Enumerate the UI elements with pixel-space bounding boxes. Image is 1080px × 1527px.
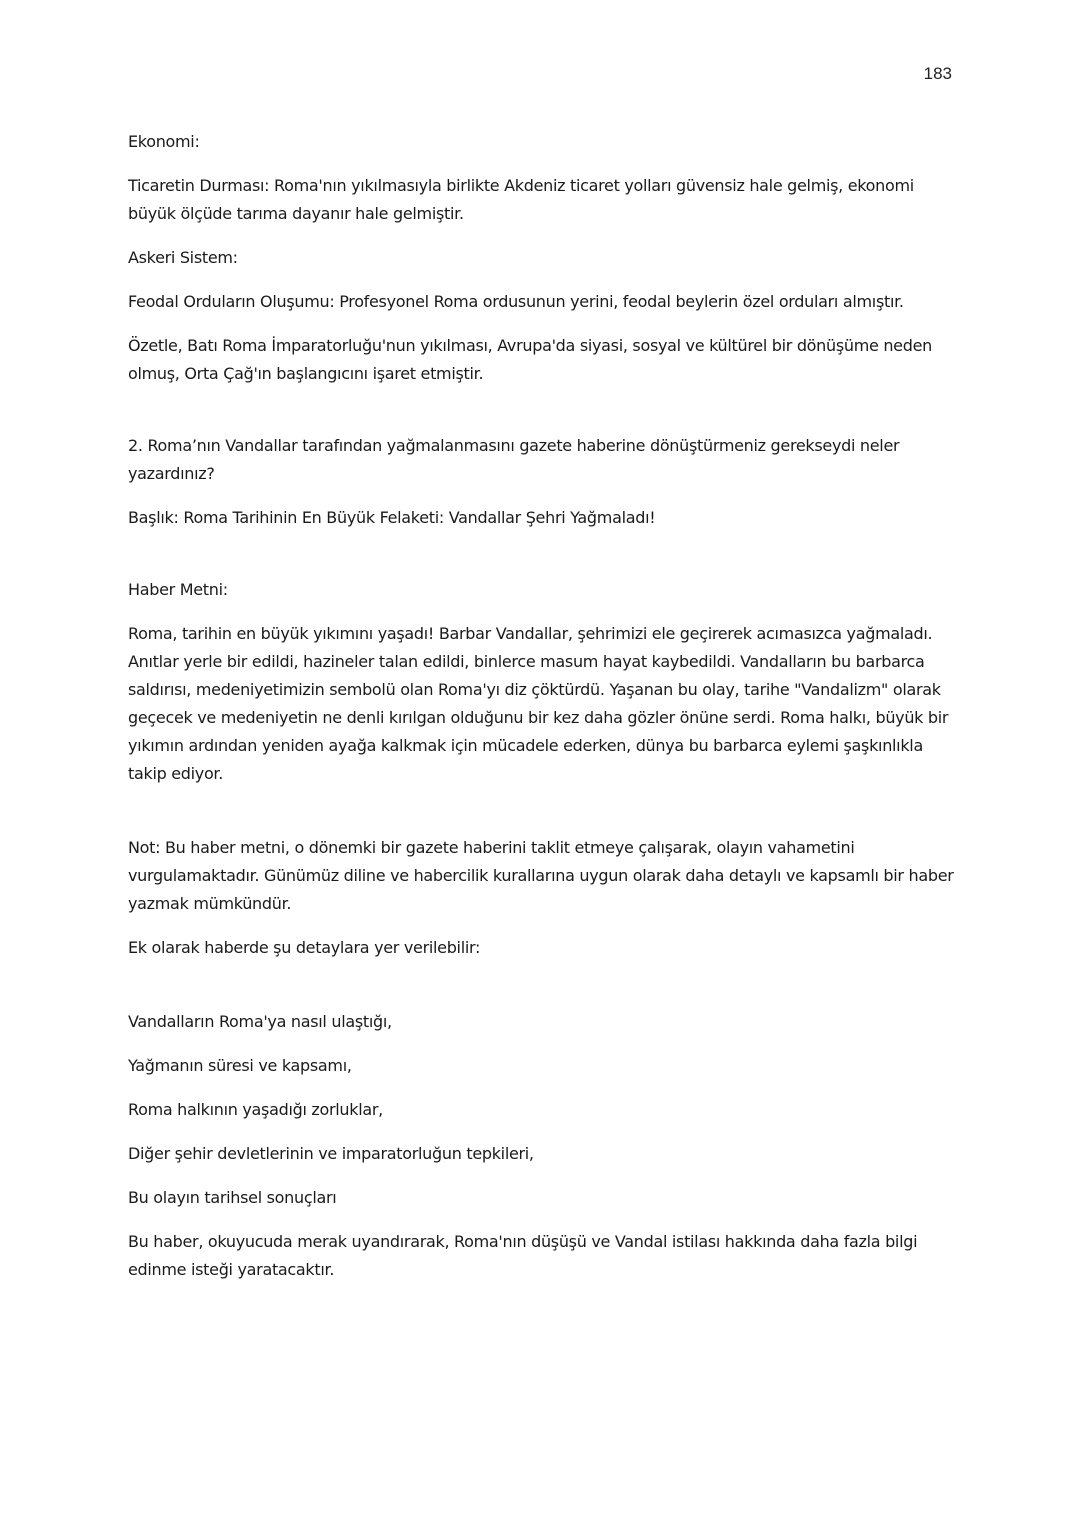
headline: Başlık: Roma Tarihinin En Büyük Felaketi: Vandallar Şehri Yağmaladı! xyxy=(128,508,656,527)
paragraph-news-text: Roma, tarihin en büyük yıkımını yaşadı! Barbar Vandallar, şehrimizi ele geçirerek acımasızca yağmaladı. Anıtlar yerle bir edildi, hazineler talan edildi, binlerce masum hayat kaybedildi. Vandalların bu barbarca saldırısı, medeniyetimizin sembolü olan Roma'yı diz çöktürdü. Yaşanan bu olay, tarihe "Vandalizm" olarak geçecek ve medeniyetin ne denli kırılgan olduğunu bir kez daha gözler önüne serdi. Roma halkı, büyük bir yıkımın ardından yeniden ayağa kalkmak için mücadele ederken, dünya bu barbarca eylemi şaşkınlıkla takip ediyor. xyxy=(128,624,949,783)
section-heading-military: Askeri Sistem: xyxy=(128,248,238,267)
paragraph-note: Not: Bu haber metni, o dönemki bir gazete haberini taklit etmeye çalışarak, olayın vahametini vurgulamaktadır. Günümüz diline ve habercilik kurallarına uygun olarak daha detaylı ve kapsamlı bir haber yazmak mümkündür. xyxy=(128,838,954,913)
paragraph-trade-halt: Ticaretin Durması: Roma'nın yıkılmasıyla birlikte Akdeniz ticaret yolları güvensiz hale gelmiş, ekonomi büyük ölçüde tarıma dayanır hale gelmiştir. xyxy=(128,176,914,223)
question-2: 2. Roma’nın Vandallar tarafından yağmalanmasını gazete haberine dönüştürmeniz gerekseydi neler yazardınız? xyxy=(128,436,900,483)
list-item: Bu olayın tarihsel sonuçları xyxy=(128,1188,337,1207)
section-heading-news-text: Haber Metni: xyxy=(128,580,228,599)
section-heading-economy: Ekonomi: xyxy=(128,132,200,151)
list-item: Roma halkının yaşadığı zorluklar, xyxy=(128,1100,383,1119)
paragraph-summary: Özetle, Batı Roma İmparatorluğu'nun yıkılması, Avrupa'da siyasi, sosyal ve kültürel bir dönüşüme neden olmuş, Orta Çağ'ın başlangıcını işaret etmiştir. xyxy=(128,336,932,383)
page-number: 183 xyxy=(923,64,952,83)
paragraph-feudal-armies: Feodal Orduların Oluşumu: Profesyonel Roma ordusunun yerini, feodal beylerin özel orduları almıştır. xyxy=(128,292,904,311)
list-item: Vandalların Roma'ya nasıl ulaştığı, xyxy=(128,1012,392,1031)
document-body xyxy=(128,128,958,1300)
paragraph-conclusion: Bu haber, okuyucuda merak uyandırarak, Roma'nın düşüşü ve Vandal istilası hakkında daha fazla bilgi edinme isteği yaratacaktır. xyxy=(128,1232,918,1279)
list-item: Diğer şehir devletlerinin ve imparatorluğun tepkileri, xyxy=(128,1144,534,1163)
list-item: Yağmanın süresi ve kapsamı, xyxy=(128,1056,352,1075)
paragraph-additional-details: Ek olarak haberde şu detaylara yer verilebilir: xyxy=(128,938,481,957)
